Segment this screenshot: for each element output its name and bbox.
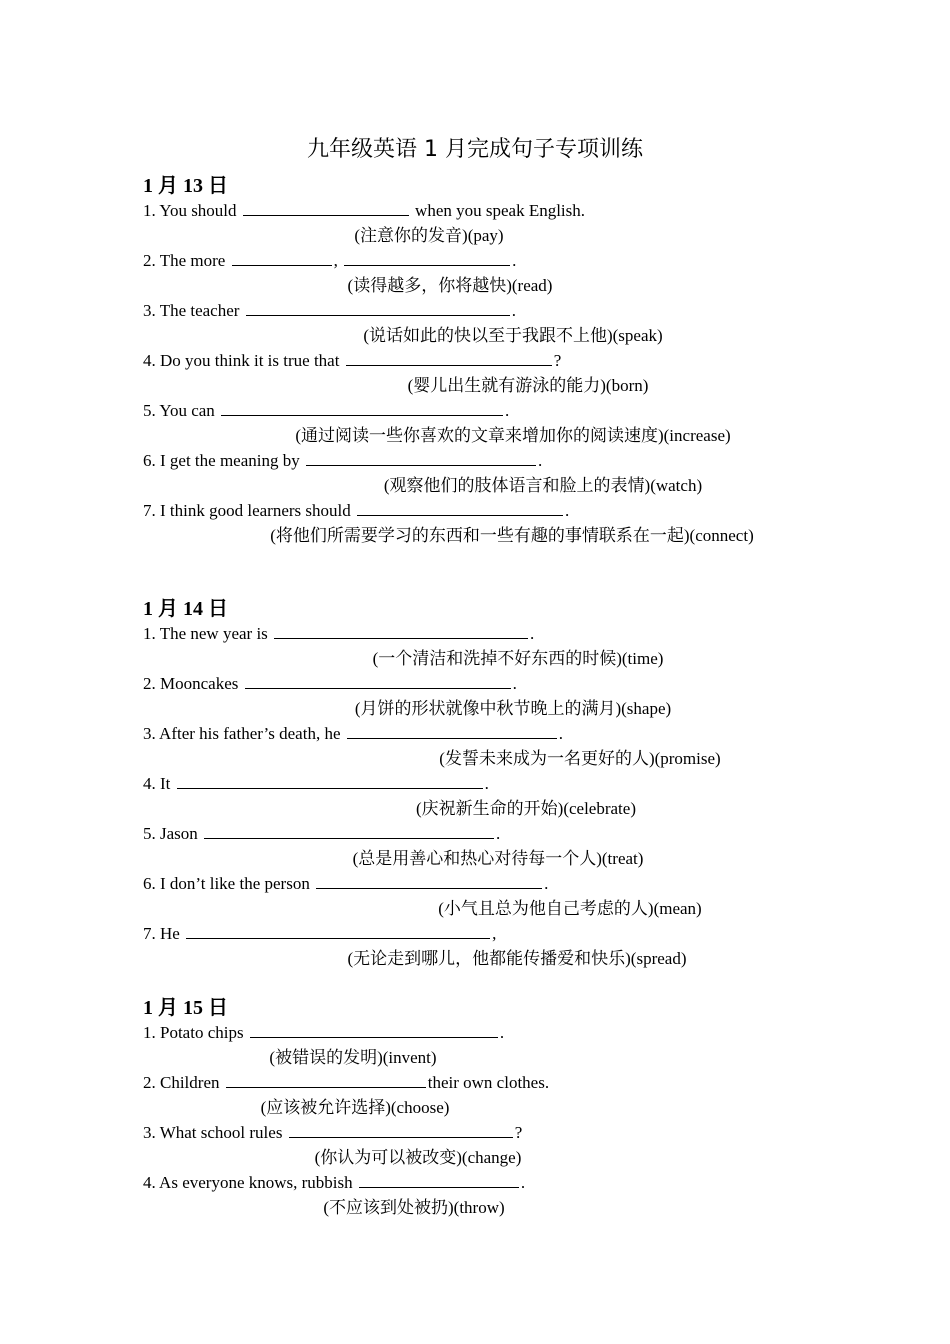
question-hint: (一个清洁和洗掉不好东西的时候)(time)	[372, 649, 664, 668]
question: 5. You can .	[143, 401, 510, 420]
question-hint: (小气且总为他自己考虑的人)(mean)	[438, 899, 702, 918]
page-title: 九年级英语 1 月完成句子专项训练	[307, 137, 643, 162]
question-hint: (婴儿出生就有游泳的能力)(born)	[407, 376, 649, 395]
question-hint: (将他们所需要学习的东西和一些有趣的事情联系在一起)(connect)	[270, 526, 754, 545]
question-hint: (被错误的发明)(invent)	[269, 1048, 437, 1067]
question: 1. You should when you speak English.	[143, 201, 586, 220]
question-hint: (应该被允许选择)(choose)	[260, 1098, 450, 1117]
question-hint: (无论走到哪儿，他都能传播爱和快乐)(spread)	[347, 949, 687, 968]
question: 1. The new year is .	[143, 624, 535, 643]
question-hint: (总是用善心和热心对待每一个人)(treat)	[352, 849, 644, 868]
question-hint: (庆祝新生命的开始)(celebrate)	[416, 799, 636, 818]
question-hint: (月饼的形状就像中秋节晚上的满月)(shape)	[354, 699, 672, 718]
section-heading: 1 月 13 日	[143, 175, 228, 197]
question: 6. I get the meaning by .	[143, 451, 543, 470]
question-hint: (通过阅读一些你喜欢的文章来增加你的阅读速度)(increase)	[295, 426, 731, 445]
question: 4. It .	[143, 774, 489, 793]
section-heading: 1 月 14 日	[143, 598, 228, 620]
question-hint: (读得越多，你将越快)(read)	[347, 276, 553, 295]
question: 2. Mooncakes .	[143, 674, 517, 693]
section-heading: 1 月 15 日	[143, 997, 228, 1019]
question: 3. What school rules ?	[143, 1123, 523, 1142]
question-hint: (不应该到处被扔)(throw)	[323, 1198, 505, 1217]
question: 3. After his father’s death, he .	[143, 724, 563, 743]
question-hint: (发誓未来成为一名更好的人)(promise)	[439, 749, 721, 768]
question: 6. I don’t like the person .	[143, 874, 549, 893]
question-hint: (你认为可以被改变)(change)	[314, 1148, 522, 1167]
question: 3. The teacher .	[143, 301, 516, 320]
question: 2. Children their own clothes.	[143, 1073, 550, 1092]
question: 7. He ,	[143, 924, 497, 943]
question: 2. The more , .	[143, 251, 517, 270]
question: 7. I think good learners should .	[143, 501, 570, 520]
question: 4. As everyone knows, rubbish .	[143, 1173, 526, 1192]
question-hint: (观察他们的肢体语言和脸上的表情)(watch)	[383, 476, 703, 495]
question: 5. Jason .	[143, 824, 501, 843]
question-hint: (注意你的发音)(pay)	[354, 226, 504, 245]
question: 1. Potato chips .	[143, 1023, 505, 1042]
question: 4. Do you think it is true that ?	[143, 351, 562, 370]
question-hint: (说话如此的快以至于我跟不上他)(speak)	[363, 326, 663, 345]
